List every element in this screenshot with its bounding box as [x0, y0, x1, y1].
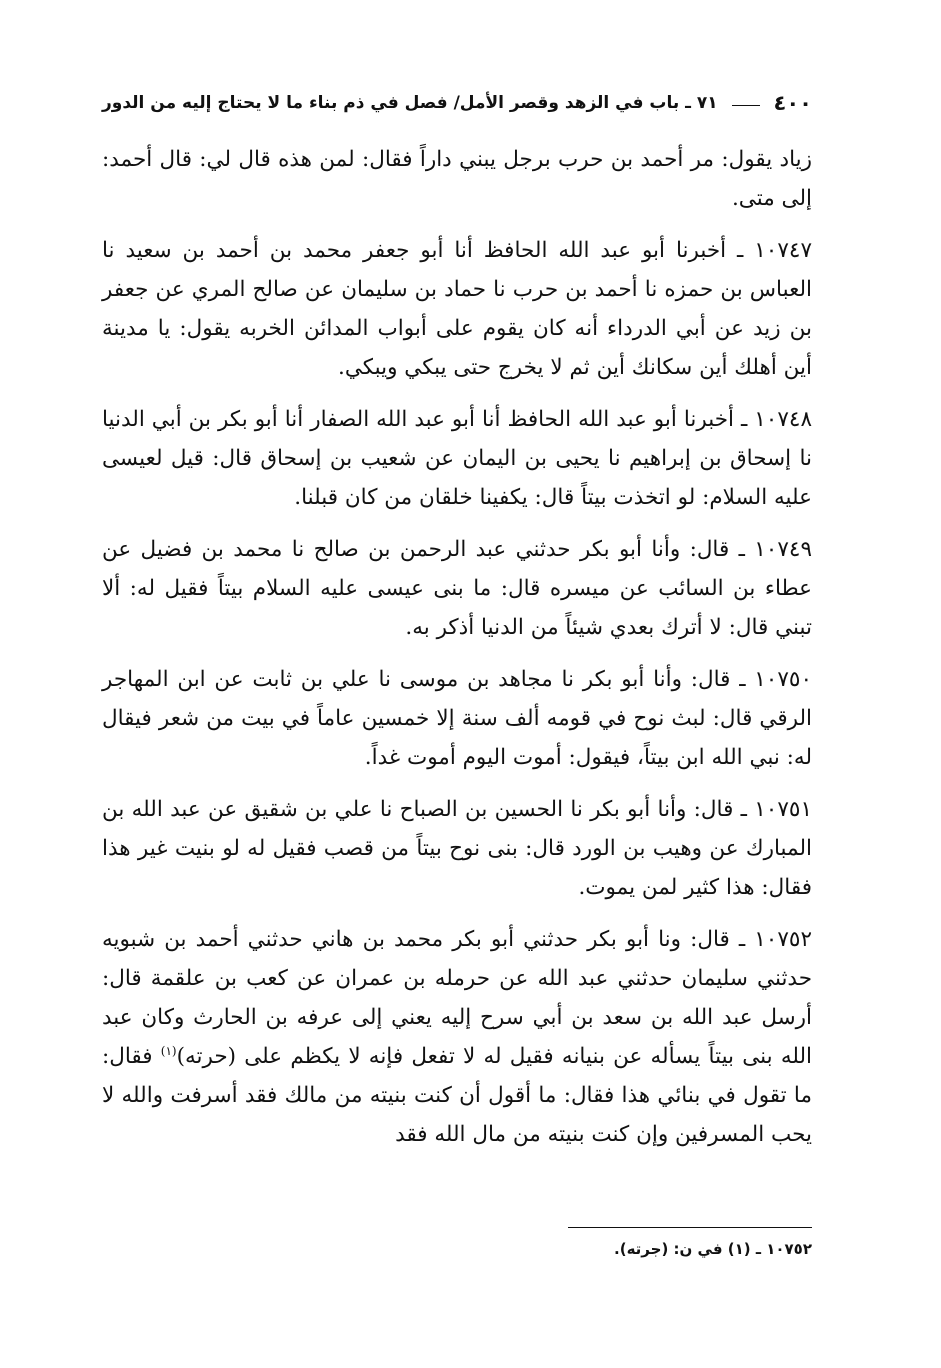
hadith-10752-text-part2: فقال: ما تقول في بنائي هذا فقال: ما أقول أن كنت بنيته من مالك فقد أسرفت والله لا يحب المسرفين وإن كنت بنيته من مال الله فقد — [102, 1044, 812, 1147]
hadith-10747: ١٠٧٤٧ ـ أخبرنا أبو عبد الله الحافظ أنا أبو جعفر محمد بن أحمد بن سعيد نا العباس بن حمزه نا أحمد بن حرب نا حماد بن سليمان عن صالح المري عن جعفر بن زيد عن أبي الدرداء أنه كان يقوم على أبواب المدائن الخربه يقول: يا مدينة أين أهلك أين سكانك أين ثم لا يخرج حتى يبكي ويبكي. — [102, 238, 812, 380]
page-number: ٤٠٠ — [773, 91, 812, 115]
header-rule — [732, 105, 760, 106]
chapter-title: ٧١ ـ باب في الزهد وقصر الأمل/ فصل في ذم بناء ما لا يحتاج إليه من الدور — [102, 93, 718, 113]
hadith-10751: ١٠٧٥١ ـ قال: وأنا أبو بكر نا الحسين بن الصباح نا علي بن شقيق عن عبد الله بن المبارك عن وهيب بن الورد قال: بنى نوح بيتاً من قصب فقيل له لو بنيت غير هذا فقال: هذا كثير لمن يموت. — [102, 797, 812, 900]
hadith-10750: ١٠٧٥٠ ـ قال: وأنا أبو بكر نا مجاهد بن موسى نا علي بن ثابت عن ابن المهاجر الرقي قال: لبث نوح في قومه ألف سنة إلا خمسين عاماً في بيت من شعر فيقال له: نبي الله ابن بيتاً، فيقول: أموت اليوم أموت غداً. — [102, 667, 812, 770]
paragraph-continuation: زياد يقول: مر أحمد بن حرب برجل يبني داراً فقال: لمن هذه قال لي: قال أحمد: إلى متى. — [102, 147, 813, 211]
running-header — [102, 86, 812, 120]
footnote: ١٠٧٥٢ ـ (١) في ن: (جرته). — [614, 1240, 812, 1258]
main-text — [102, 140, 812, 1167]
hadith-10748: ١٠٧٤٨ ـ أخبرنا أبو عبد الله الحافظ أنا أبو عبد الله الصفار أنا أبو بكر بن أبي الدنيا نا إسحاق بن إبراهيم نا يحيى بن اليمان عن شعيب بن إسحاق قال: قيل لعيسى عليه السلام: لو اتخذت بيتاً قال: يكفينا خلقان من كان قبلنا. — [102, 407, 812, 510]
footnote-reference: (١) — [160, 1043, 177, 1058]
footnote-separator — [568, 1227, 812, 1228]
hadith-10752-text-part1: ١٠٧٥٢ ـ قال: ونا أبو بكر حدثني أبو بكر محمد بن هاني حدثني أحمد بن شبويه حدثني سليمان حدثني عبد الله عن حرمله بن عمران عن كعب بن علقمة قال: أرسل عبد الله بن سعد بن أبي سرح إليه يعني إلى عرفه بن الحارث وكان عبد الله بنى بيتاً يسأله عن بنيانه فقيل له لا تفعل فإنه لا يكظم على (حرته) — [102, 927, 813, 1069]
hadith-10749: ١٠٧٤٩ ـ قال: وأنا أبو بكر حدثني عبد الرحمن بن صالح نا محمد بن فضيل عن عطاء بن السائب عن ميسره قال: ما بنى عيسى عليه السلام بيتاً فقيل له: ألا تبني قال: لا أترك بعدي شيئاً من الدنيا أذكر به. — [102, 537, 812, 640]
hadith-10752 — [102, 920, 812, 1154]
